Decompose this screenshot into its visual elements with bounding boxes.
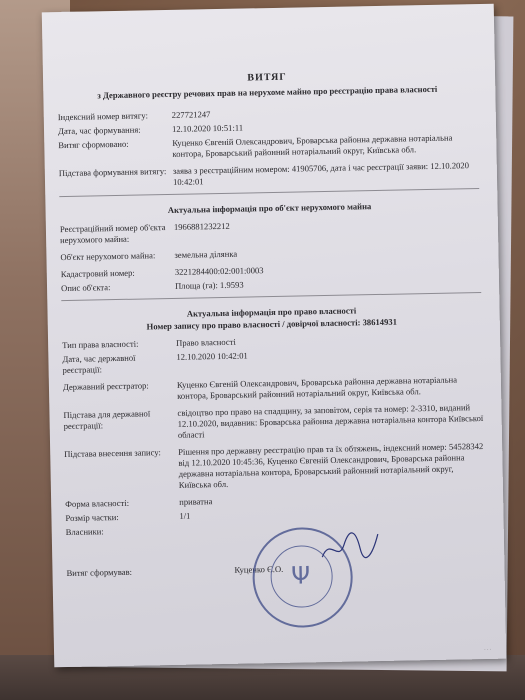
field-label: Розмір частки: <box>65 511 119 523</box>
field-value: 12.10.2020 10:42:01 <box>176 350 248 362</box>
field-value: Куценко Євгеній Олександрович, Броварська районна державна нотаріальна контора, Броварський районний нотаріальний округ, Київська обл. <box>176 374 458 401</box>
field-value: земельна ділянка <box>174 248 238 260</box>
field-value: 1/1 <box>179 510 191 521</box>
field-label: Державний реєстратор: <box>62 380 149 392</box>
field-value: Право власності <box>176 336 236 348</box>
document-subtitle: з Державного реєстру речових прав на нерухоме майно про реєстрацію права власності <box>97 83 438 101</box>
document-content <box>57 68 487 585</box>
field-value: 12.10.2020 10:51:11 <box>171 122 244 134</box>
field-label: Дата, час формування: <box>57 124 141 136</box>
field-label: Витяг сформовано: <box>58 138 129 150</box>
field-label: Кадастровий номер: <box>60 267 135 279</box>
field-row-registration-basis <box>63 402 484 443</box>
record-number-line: Номер запису про право власності / довірчої власності: 38614931 <box>146 316 398 332</box>
field-label: Опис об'єкта: <box>60 281 111 293</box>
field-value: Рішення про державну реєстрацію прав та їх обтяжень, індексний номер: 54528342 від 12.10.2020 10:45:36, Куценко Євгеній Олександрович, Броварська районна державна нотаріальна контора, Броварський районний нотаріальний округ, Київська обл. <box>178 440 484 490</box>
field-row-formation-basis <box>59 160 479 190</box>
field-label: Індексний номер витягу: <box>57 110 148 122</box>
field-value: 1966881232212 <box>173 220 230 232</box>
field-label: Дата, час державної реєстрації: <box>62 352 136 375</box>
field-value: Площа (га): 1.9593 <box>174 279 244 291</box>
field-label: Об'єкт нерухомого майна: <box>60 250 156 262</box>
handwritten-signature <box>320 526 381 567</box>
field-label: Підстава для державної реєстрації: <box>63 408 151 431</box>
field-label: Власники: <box>65 526 104 537</box>
field-value: 3221284400:02:001:0003 <box>174 264 264 277</box>
field-value: свідоцтво про право на спадщину, за заповітом, серія та номер: 2-3310, виданий 12.10.2020, видавник: Броварська районна державна нотаріальна контора Київської області <box>177 402 484 440</box>
field-label: Форма власності: <box>65 497 130 509</box>
field-value: заява з реєстраційним номером: 41905706, дата і час реєстрації заяви: 12.10.2020 10:42:01 <box>172 160 470 187</box>
rights-section-heading: Актуальна інформація про право власності <box>186 305 357 319</box>
field-row-object-reg-number <box>60 216 480 246</box>
object-section-heading: Актуальна інформація про об'єкт нерухомого майна <box>167 200 372 215</box>
footer-print-mark: · · · <box>484 647 492 654</box>
field-row-registrar <box>63 374 483 404</box>
field-row-formed-by <box>58 132 478 162</box>
field-label: Підстава формування витягу: <box>58 165 167 178</box>
divider <box>59 188 479 197</box>
divider <box>61 292 481 301</box>
field-row-entry-basis <box>64 441 485 493</box>
field-label: Тип права власності: <box>62 338 139 350</box>
field-label: Витяг сформував: <box>66 566 133 578</box>
field-value: Куценко Є.О. <box>234 563 284 575</box>
field-row-registration-date <box>62 346 482 376</box>
field-row-object-type <box>60 244 480 263</box>
document-page <box>42 4 506 668</box>
field-value: 227721247 <box>171 108 211 120</box>
field-label: Реєстраційний номер об'єкта нерухомого майна: <box>59 221 166 245</box>
trident-icon: Ψ <box>290 561 311 590</box>
document-title: ВИТЯГ <box>247 71 287 84</box>
field-value: приватна <box>179 496 213 507</box>
field-value: Куценко Євгеній Олександрович, Броварська районна державна нотаріальна контора, Броварський районний нотаріальний округ, Київська обл. <box>172 132 453 159</box>
field-label: Підстава внесення запису: <box>64 446 161 459</box>
